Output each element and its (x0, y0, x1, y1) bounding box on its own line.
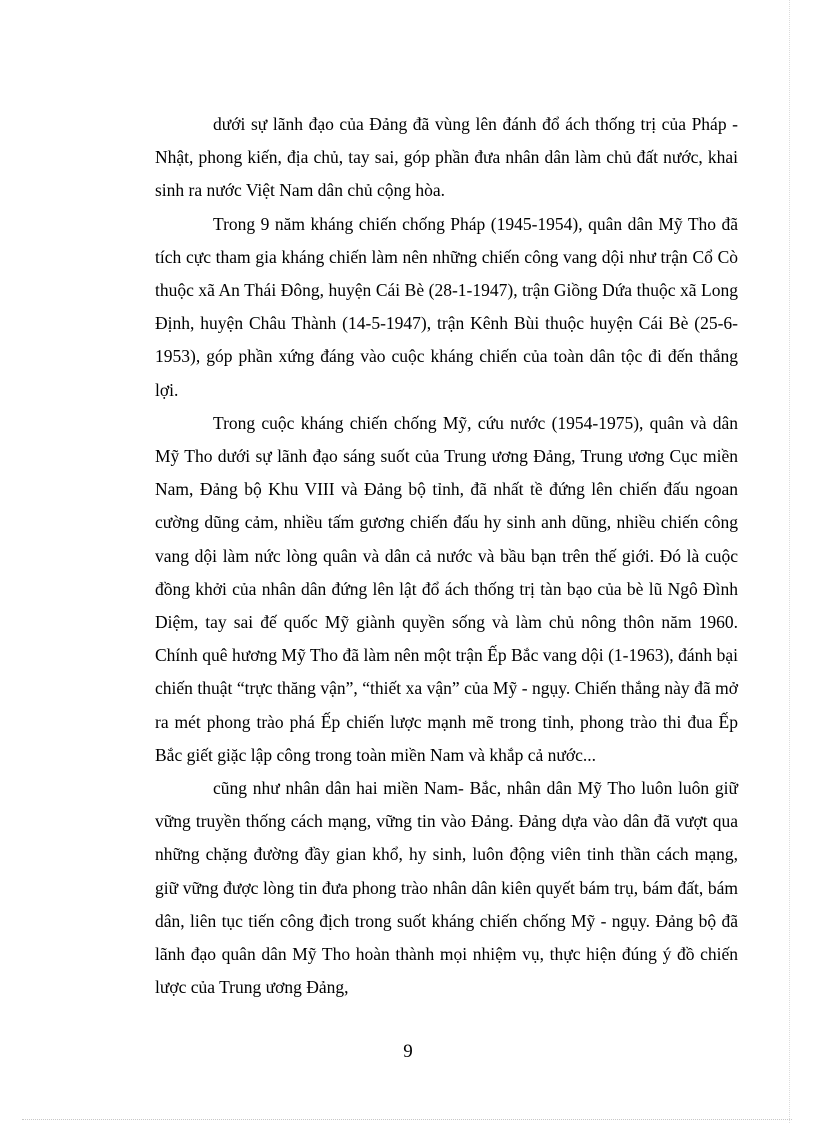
paragraph: dưới sự lãnh đạo của Đảng đã vùng lên đánh đổ ách thống trị của Pháp - Nhật, phong kiến, địa chủ, tay sai, góp phần đưa nhân dân làm chủ đất nước, khai sinh ra nước Việt Nam dân chủ cộng hòa. (155, 114, 738, 201)
page-number: 9 (403, 1041, 413, 1062)
footer-guide-line (22, 1119, 792, 1120)
paragraph: Trong cuộc kháng chiến chống Mỹ, cứu nước (1954-1975), quân và dân Mỹ Tho dưới sự lãnh đạo sáng suốt của Trung ương Đảng, Trung ương Cục miền Nam, Đảng bộ Khu VIII và Đảng bộ tỉnh, đã nhất tề đứng lên chiến đấu ngoan cường dũng cảm, nhiều tấm gương chiến đấu hy sinh anh dũng, nhiều chiến công vang dội làm nức lòng quân và dân cả nước và bầu bạn trên thế giới. Đó là cuộc đồng khởi của nhân dân đứng lên lật đổ ách thống trị tàn bạo của bè lũ Ngô Đình Diệm, tay sai đế quốc Mỹ giành quyền sống và làm chủ nông thôn năm 1960. Chính quê hương Mỹ Tho đã làm nên một trận Ếp Bắc vang dội (1-1963), đánh bại chiến thuật “trực thăng vận”, “thiết xa vận” của Mỹ - ngụy. Chiến thắng này đã mở ra mét phong trào phá Ếp chiến lược mạnh mẽ trong tỉnh, phong trào thi đua Ếp Bắc giết giặc lập công trong toàn miền Nam và khắp cả nước... (155, 412, 738, 765)
margin-guide-line (789, 0, 790, 1123)
paragraph: cũng như nhân dân hai miền Nam- Bắc, nhân dân Mỹ Tho luôn luôn giữ vững truyền thống cách mạng, vững tin vào Đảng. Đảng dựa vào dân đã vượt qua những chặng đường đầy gian khổ, hy sinh, luôn động viên tinh thần cách mạng, giữ vững được lòng tin đưa phong trào nhân dân kiên quyết bám trụ, bám đất, bám dân, liên tục tiến công địch trong suốt kháng chiến chống Mỹ - ngụy. Đảng bộ đã lãnh đạo quân dân Mỹ Tho hoàn thành mọi nhiệm vụ, thực hiện đúng ý đồ chiến lược của Trung ương Đảng, (155, 778, 738, 998)
paragraph: Trong 9 năm kháng chiến chống Pháp (1945-1954), quân dân Mỹ Tho đã tích cực tham gia kháng chiến làm nên những chiến công vang dội như trận Cổ Cò thuộc xã An Thái Đông, huyện Cái Bè (28-1-1947), trận Giồng Dứa thuộc xã Long Định, huyện Châu Thành (14-5-1947), trận Kênh Bùi thuộc huyện Cái Bè (25-6-1953), góp phần xứng đáng vào cuộc kháng chiến của toàn dân tộc đi đến thắng lợi. (155, 213, 738, 400)
body-text (155, 108, 738, 1004)
